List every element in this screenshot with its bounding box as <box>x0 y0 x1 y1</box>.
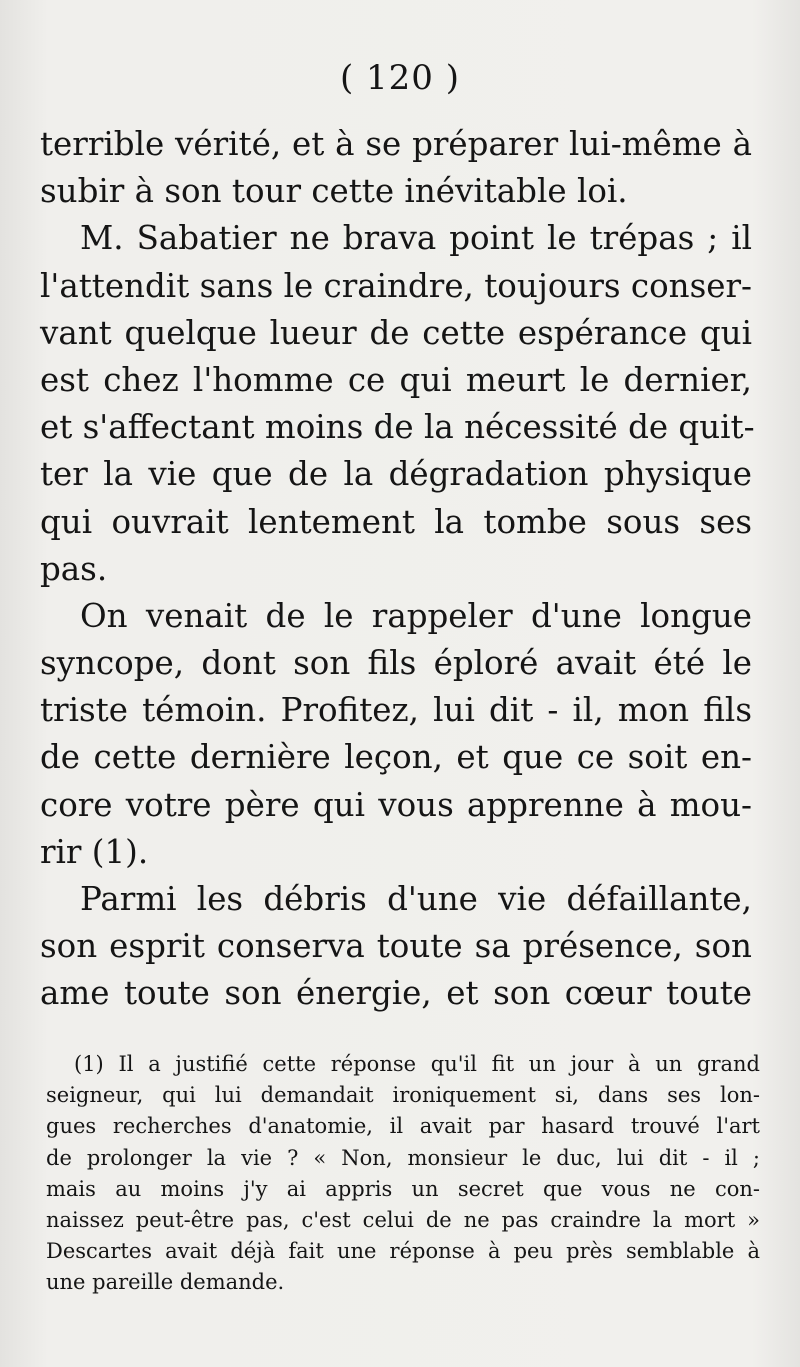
footnote-line: (1) Il a justifié cette réponse qu'il fit un jour à un grand <box>74 1052 760 1076</box>
text-line: et s'affectant moins de la nécessité de quit- <box>40 408 755 447</box>
footnote-line: gues recherches d'anatomie, il avait par hasard trouvé l'art <box>46 1114 760 1139</box>
text-line: de cette dernière leçon, et que ce soit en- <box>40 738 752 777</box>
text-line: syncope, dont son fils éploré avait été le <box>40 644 752 683</box>
text-line: qui ouvrait lentement la tombe sous ses <box>40 502 752 541</box>
paragraph-start-line: Parmi les débris d'une vie défaillante, <box>80 880 752 918</box>
footnote-line: de prolonger la vie ? « Non, monsieur le duc, lui dit - il ; <box>46 1145 760 1170</box>
text-line: terrible vérité, et à se préparer lui-même à <box>40 125 752 163</box>
text-line: est chez l'homme ce qui meurt le dernier, <box>40 360 752 399</box>
footnote-line: seigneur, qui lui demandait ironiquement si, dans ses lon- <box>46 1083 760 1108</box>
footnote <box>46 1049 760 1299</box>
text-line: vant quelque lueur de cette espérance qui <box>40 313 752 352</box>
text-line: subir à son tour cette inévitable loi. <box>40 172 628 211</box>
paragraph-start-line: M. Sabatier ne brava point le trépas ; il <box>80 219 752 258</box>
footnote-line: naissez peut-être pas, c'est celui de ne pas craindre la mort » <box>46 1207 760 1232</box>
main-text <box>40 121 755 1018</box>
text-line: ter la vie que de la dégradation physique <box>40 455 752 494</box>
page-number: ( 120 ) <box>339 58 461 98</box>
footnote-line: mais au moins j'y ai appris un secret que vous ne con- <box>46 1176 760 1201</box>
footnote-line: Descartes avait déjà fait une réponse à peu près semblable à <box>46 1239 760 1264</box>
text-line: rir (1). <box>40 832 149 871</box>
text-line: ame toute son énergie, et son cœur toute <box>40 974 752 1013</box>
text-line: son esprit conserva toute sa présence, son <box>40 927 752 966</box>
text-line: l'attendit sans le craindre, toujours conser- <box>40 266 753 305</box>
text-line: pas. <box>40 549 108 588</box>
text-line: core votre père qui vous apprenne à mou- <box>40 785 752 824</box>
paragraph-start-line: On venait de le rappeler d'une longue <box>80 596 752 635</box>
footnote-line: une pareille demande. <box>46 1270 285 1295</box>
text-line: triste témoin. Profitez, lui dit - il, mon fils <box>40 691 752 730</box>
